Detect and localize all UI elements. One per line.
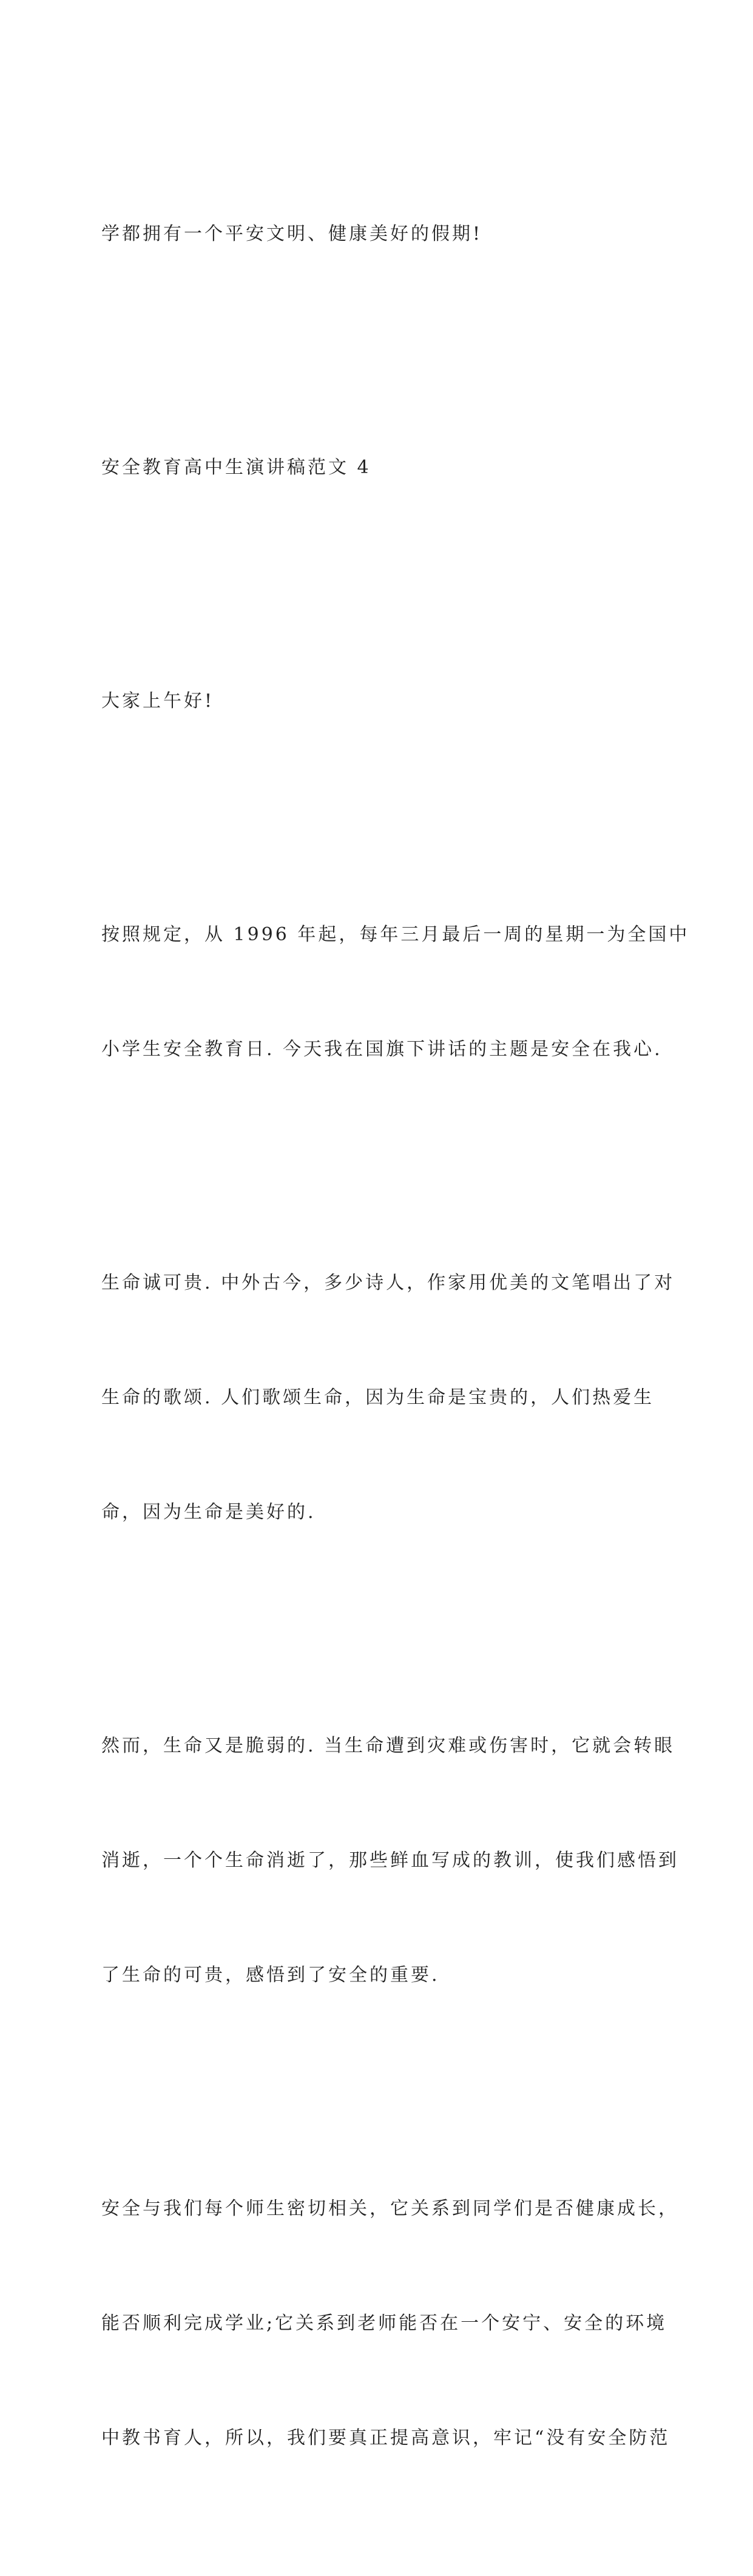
text-line: 大家上午好! bbox=[101, 690, 215, 712]
paragraph-holiday-wish bbox=[101, 138, 660, 329]
text-line: 生命的歌颂. 人们歌颂生命，因为生命是宝贵的，人们热爱生 bbox=[101, 1387, 655, 1408]
paragraph-life-fragile bbox=[101, 1650, 679, 2071]
paragraph-safety-day bbox=[101, 839, 690, 1145]
text-line: 了生命的可贵，感悟到了安全的重要. bbox=[101, 1964, 440, 1986]
text-line: 消逝，一个个生命消逝了，那些鲜血写成的教训，使我们感悟到 bbox=[101, 1850, 679, 1871]
text-line: 中教书育人，所以，我们要真正提高意识，牢记“没有安全防范 bbox=[101, 2427, 670, 2449]
text-line: 能否顺利完成学业;它关系到老师能否在一个安宁、安全的环境 bbox=[101, 2313, 667, 2334]
text-line: 安全与我们每个师生密切相关，它关系到同学们是否健康成长， bbox=[101, 2198, 679, 2219]
text-line: 安全教育高中生演讲稿范文 4 bbox=[101, 457, 371, 478]
text-line: 学都拥有一个平安文明、健康美好的假期! bbox=[101, 223, 483, 244]
section-heading bbox=[101, 372, 660, 563]
text-line: 小学生安全教育日. 今天我在国旗下讲话的主题是安全在我心. bbox=[101, 1039, 663, 1060]
paragraph-greeting bbox=[101, 605, 660, 797]
document-body bbox=[101, 138, 690, 2576]
text-line: 然而，生命又是脆弱的. 当生命遭到灾难或伤害时，它就会转眼 bbox=[101, 1735, 675, 1756]
text-line: 命，因为生命是美好的. bbox=[101, 1502, 316, 1523]
text-line: 生命诚可贵. 中外古今，多少诗人，作家用优美的文笔唱出了对 bbox=[101, 1272, 675, 1293]
paragraph-life-precious bbox=[101, 1187, 675, 1608]
text-line: 按照规定，从 1996 年起，每年三月最后一周的星期一为全国中 bbox=[101, 924, 690, 945]
paragraph-safety-importance bbox=[101, 2113, 679, 2534]
